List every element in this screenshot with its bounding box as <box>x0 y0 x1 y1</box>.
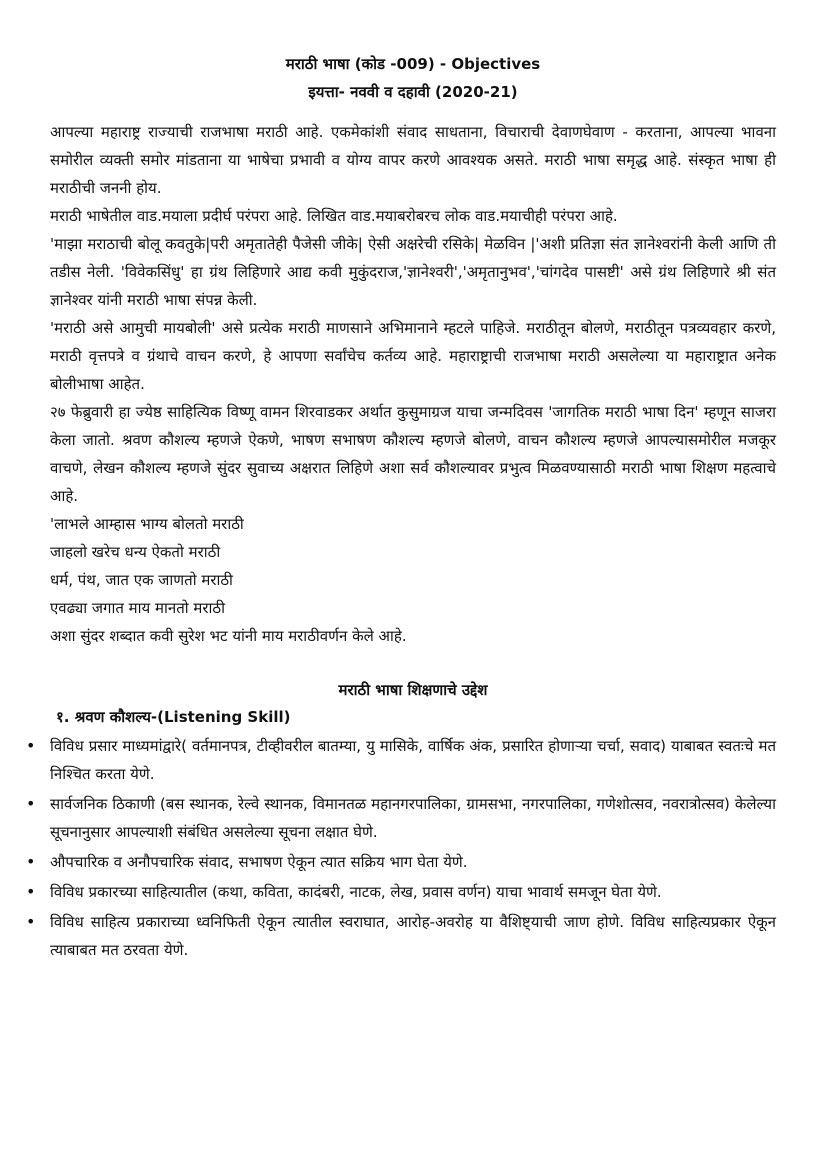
bullet-icon: • <box>26 882 36 901</box>
intro-section <box>50 118 776 650</box>
list-item <box>26 732 776 788</box>
bullet-icon: • <box>26 852 36 871</box>
poem-line: धर्म, पंथ, जात एक जाणतो मराठी <box>50 571 233 589</box>
list-item <box>26 908 776 964</box>
list-item-text: विविध साहित्य प्रकाराच्या ध्वनिफिती ऐकून त्यातील स्वराघात, आरोह-अवरोह या वैशिष्ट्याची जाण होणे. विविध साहित्यप्रकार ऐकून त्याबाबत मत ठरवता येणे. <box>50 913 776 959</box>
list-item-text: विविध प्रकारच्या साहित्यातील (कथा, कविता, कादंबरी, नाटक, लेख, प्रवास वर्णन) याचा भावार्थ समजून घेता येणे. <box>50 883 662 901</box>
listening-skill-heading: १. श्रवण कौशल्य-(Listening Skill) <box>56 708 291 726</box>
intro-paragraph: आपल्या महाराष्ट्र राज्याची राजभाषा मराठी आहे. एकमेकांशी संवाद साधताना, विचाराची देवाणघेवाण - करताना, आपल्या भावना समोरील व्यक्ती समोर मांडताना या भाषेचा प्रभावी व योग्य वापर करणे आवश्यक असते. मराठी भाषा समृद्ध आहे. संस्कृत भाषा ही मराठीची जननी होय. <box>50 123 776 197</box>
listening-objectives-list <box>26 732 776 964</box>
bullet-icon: • <box>26 912 36 931</box>
intro-paragraph: 'मराठी असे आमुची मायबोली' असे प्रत्येक मराठी माणसाने अभिमानाने म्हटले पाहिजे. मराठीतून बोलणे, मराठीतून पत्रव्यवहार करणे, मराठी वृत्तपत्रे व ग्रंथाचे वाचन करणे, हे आपणा सर्वांचेच कर्तव्य आहे. महाराष्ट्राची राजभाषा मराठी असलेल्या या महाराष्ट्रात अनेक बोलीभाषा आहेत. <box>50 319 776 393</box>
poem-line: 'लाभले आम्हास भाग्य बोलतो मराठी <box>50 515 244 533</box>
document-page <box>26 50 776 966</box>
list-item-text: विविध प्रसार माध्यमांद्वारे( वर्तमानपत्र, टीव्हीवरील बातम्या, यु मासिके, वार्षिक अंक, प्रसारित होणाऱ्या चर्चा, सवाद) याबाबत स्वतःचे मत निश्चित करता येणे. <box>50 737 776 783</box>
poem-line: जाहलो खरेच धन्य ऐकतो मराठी <box>50 543 221 561</box>
list-item <box>26 878 776 906</box>
poem-line: अशा सुंदर शब्दात कवी सुरेश भट यांनी माय मराठीवर्णन केले आहे. <box>50 627 407 645</box>
list-item-text: औपचारिक व अनौपचारिक संवाद, सभाषण ऐकून त्यात सक्रिय भाग घेता येणे. <box>50 853 468 871</box>
intro-paragraph: मराठी भाषेतील वाड.मयाला प्रदीर्घ परंपरा आहे. लिखित वाड.मयाबरोबरच लोक वाड.मयाचीही परंपरा आहे. <box>50 207 618 225</box>
poem-line: एवढ्या जगात माय मानतो मराठी <box>50 599 225 617</box>
list-item-text: सार्वजनिक ठिकाणी (बस स्थानक, रेल्वे स्थानक, विमानतळ महानगरपालिका, ग्रामसभा, नगरपालिका, गणेशोत्सव, नवरात्रोत्सव) केलेल्या सूचनानुसार आपल्याशी संबंधित असलेल्या सूचना लक्षात घेणे. <box>50 795 776 841</box>
document-title: मराठी भाषा (कोड -009) - Objectives <box>285 55 541 73</box>
intro-paragraph: 'माझा मराठाची बोलू कवतुके|परी अमृतातेही पैजेसी जीके| ऐसी अक्षरेची रसिके| मेळविन |'अशी प्रतिज्ञा संत ज्ञानेश्वरांनी केली आणि ती तडीस नेली. 'विवेकसिंधु' हा ग्रंथ लिहिणारे आद्य कवी मुकुंदराज,'ज्ञानेश्वरी','अमृतानुभव','चांगदेव पासष्टी' असे ग्रंथ लिहिणारे श्री संत ज्ञानेश्वर यांनी मराठी भाषा संपन्न केली. <box>50 235 776 309</box>
list-item <box>26 848 776 876</box>
list-item <box>26 790 776 846</box>
document-subtitle: इयत्ता- नववी व दहावी (2020-21) <box>308 83 518 101</box>
intro-paragraph: २७ फेब्रुवारी हा ज्येष्ठ साहित्यिक विष्णू वामन शिरवाडकर अर्थात कुसुमाग्रज याचा जन्मदिवस 'जागतिक मराठी भाषा दिन' म्हणून साजरा केला जातो. श्रवण कौशल्य म्हणजे ऐकणे, भाषण सभाषण कौशल्य म्हणजे बोलणे, वाचन कौशल्य म्हणजे आपल्यासमोरील मजकूर वाचणे, लेखन कौशल्य म्हणजे सुंदर सुवाच्य अक्षरात लिहिणे अशा सर्व कौशल्यावर प्रभुत्व मिळवण्यासाठी मराठी भाषा शिक्षण महत्वाचे आहे. <box>50 403 776 505</box>
bullet-icon: • <box>26 736 36 755</box>
objectives-heading: मराठी भाषा शिक्षणाचे उद्देश <box>338 681 488 699</box>
bullet-icon: • <box>26 794 36 813</box>
